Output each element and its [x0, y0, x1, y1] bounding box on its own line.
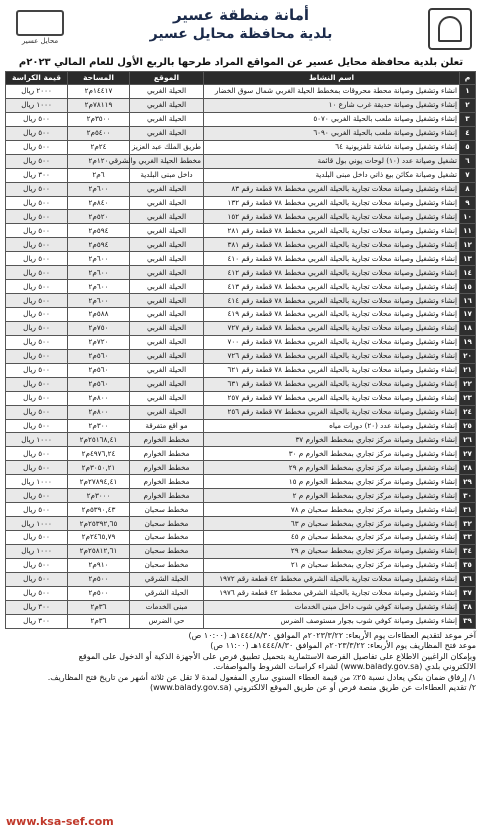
row-number: ٢٣ [460, 391, 476, 405]
row-price: ٣٠٠ ريال [6, 600, 68, 614]
table-row [6, 335, 476, 349]
row-number: ٣ [460, 112, 476, 126]
row-activity: إنشاء وتشغيل وصيانة محلات تجارية بالحيلة الغربي مخطط ٧٨ قطعة رقم ٦٣١ [204, 377, 460, 391]
title-line2: بلدية محافظة محايل عسير [149, 26, 333, 42]
row-number: ١٧ [460, 308, 476, 322]
row-number: ١٨ [460, 321, 476, 335]
row-location: طريق الملك عبد العزيز [130, 140, 204, 154]
row-price: ٥٠٠ ريال [6, 349, 68, 363]
table-row [6, 363, 476, 377]
row-location: داخل مبنى البلدية [130, 168, 204, 182]
row-price: ٥٠٠ ريال [6, 112, 68, 126]
table-row [6, 600, 476, 614]
table-row [6, 140, 476, 154]
row-number: ١١ [460, 224, 476, 238]
row-location: الحيلة الغربي [130, 391, 204, 405]
row-activity: إنشاء وتشغيل وصيانة كوفي شوب بجوار مستوصف الضرس [204, 614, 460, 628]
title-line1: أمانة منطقة عسير [172, 6, 310, 24]
row-location: الحيلة الغربي [130, 182, 204, 196]
row-area: ٨٠٠م٢ [68, 391, 130, 405]
table-row [6, 405, 476, 419]
table-row [6, 349, 476, 363]
table-row [6, 182, 476, 196]
row-area: ٧٨١١٩م٢ [68, 98, 130, 112]
row-area: ٥٣٩٠,٤٣م٢ [68, 503, 130, 517]
row-location: الحيلة الغربي [130, 252, 204, 266]
row-price: ٥٠٠ ريال [6, 294, 68, 308]
row-activity: إنشاء وتشغيل وصيانة محلات تجارية بالحيلة الشرقي مخطط ٤٢ قطعة رقم ١٩٧٦ [204, 586, 460, 600]
row-area: ٧٥٠م٢ [68, 321, 130, 335]
row-price: ٥٠٠ ريال [6, 308, 68, 322]
row-area: ٥٩٤م٢ [68, 238, 130, 252]
row-area: ٥٦٠م٢ [68, 377, 130, 391]
row-location: مخطط الخوارم [130, 489, 204, 503]
row-activity: إنشاء وتشغيل وصيانة محلات تجارية بالحيلة الغربي مخطط ٧٨ قطعة رقم ٤١٢ [204, 266, 460, 280]
row-number: ٢٥ [460, 419, 476, 433]
row-location: مخطط الخوارم [130, 475, 204, 489]
row-activity: إنشاء وتشغيل وصيانة محلات تجارية بالحيلة الغربي مخطط ٧٧ قطعة رقم ٢٥٦ [204, 405, 460, 419]
note-line: ١/ إرفاق ضمان بنكي يعادل نسبة ٢٥٪ من قيمة العطاء السنوي ساري المفعول لمدة لا تقل عن ثلاثة أشهر من تاريخ فتح المظاريف. [47, 672, 476, 682]
row-location: الحيلة الغربي [130, 335, 204, 349]
row-price: ٥٠٠ ريال [6, 572, 68, 586]
logo-text: محايل عسير [21, 37, 59, 45]
row-price: ٣٠٠ ريال [6, 614, 68, 628]
row-price: ٥٠٠ ريال [6, 182, 68, 196]
col-header-price: قيمة الكراسة [6, 72, 68, 85]
row-price: ٥٠٠ ريال [6, 558, 68, 572]
row-number: ٧ [460, 168, 476, 182]
row-location: مو اقع متفرقة [130, 419, 204, 433]
row-price: ٥٠٠ ريال [6, 224, 68, 238]
note-line: وبإمكان الراغبين الاطلاع على تفاصيل الفرصة الاستثمارية بتحميل تطبيق فرص على الأجهزة الذكية أو الدخول على الموقع [78, 651, 476, 661]
row-number: ١ [460, 85, 476, 99]
row-area: ٦٠٠م٢ [68, 182, 130, 196]
note-line: ٢/ تقديم العطاءات عن طريق منصة فرص أو عن طريق الموقع الالكتروني (www.balady.gov.sa) [149, 683, 476, 693]
row-price: ٥٠٠ ريال [6, 489, 68, 503]
row-area: ٦٠٠م٢ [68, 252, 130, 266]
row-activity: تشغيل وصيانة مكائن بيع ذاتي داخل مبنى البلدية [204, 168, 460, 182]
row-activity: إنشاء وتشغيل وصيانة مركز تجاري بمخطط الخوارم م ٢ [204, 489, 460, 503]
notes [6, 631, 476, 694]
table-row [6, 98, 476, 112]
row-price: ٥٠٠ ريال [6, 377, 68, 391]
table-row [6, 489, 476, 503]
table-row [6, 112, 476, 126]
row-number: ٣٣ [460, 531, 476, 545]
row-activity: إنشاء وتشغيل وصيانة محلات تجارية بالحيلة الغربي مخطط ٧٨ قطعة رقم ٧٢٦ [204, 349, 460, 363]
row-number: ١٩ [460, 335, 476, 349]
row-number: ٢٩ [460, 475, 476, 489]
row-location: الحيلة الغربي [130, 349, 204, 363]
row-activity: إنشاء وتشغيل وصيانة مركز تجاري بمخطط الخوارم م ٢٩ [204, 461, 460, 475]
row-location: الحيلة الغربي [130, 308, 204, 322]
row-area: ٥٠٠م٢ [68, 572, 130, 586]
table-row [6, 544, 476, 558]
table-row [6, 447, 476, 461]
row-number: ٢٧ [460, 447, 476, 461]
row-price: ٥٠٠ ريال [6, 405, 68, 419]
footer-watermark: www.ksa-sef.com [6, 815, 114, 828]
row-area: ٥٦٠م٢ [68, 349, 130, 363]
row-activity: إنشاء وتشغيل وصيانة مركز تجاري بمخطط الخوارم ٣٧ [204, 433, 460, 447]
row-area: ٣٠٠م٢ [68, 419, 130, 433]
row-price: ٥٠٠ ريال [6, 321, 68, 335]
table-row [6, 224, 476, 238]
row-location: الحيلة الغربي [130, 196, 204, 210]
row-area: ٥٩٤م٢ [68, 224, 130, 238]
col-header-number: م [460, 72, 476, 85]
row-number: ٣٧ [460, 586, 476, 600]
row-activity: إنشاء وتشغيل وصيانة محلات تجارية بالحيلة الغربي مخطط ٧٨ قطعة رقم ٢٨١ [204, 224, 460, 238]
row-number: ٢٤ [460, 405, 476, 419]
row-price: ٥٠٠ ريال [6, 210, 68, 224]
table-row [6, 196, 476, 210]
header [6, 4, 476, 56]
table-row [6, 461, 476, 475]
row-number: ٣١ [460, 503, 476, 517]
row-activity: إنشاء وتشغيل وصيانة عدد (٢٠) دورات مياه [204, 419, 460, 433]
row-activity: إنشاء وتشغيل وصيانة مركز تجاري بمخطط سحبان م ٤٥ [204, 531, 460, 545]
row-activity: إنشاء وتشغيل وصيانة محلات تجارية بالحيلة الغربي مخطط ٧٨ قطعة رقم ٧٢٧ [204, 321, 460, 335]
row-price: ٥٠٠ ريال [6, 154, 68, 168]
row-location: الحيلة الغربي [130, 280, 204, 294]
note-line: موعد فتح المظاريف يوم الأربعاء: ٢٠٢٣/٣/٢٢م الموافق ١٤٤٤/٨/٣٠هـ (١١:٠٠ ص) [210, 641, 476, 651]
row-location: الحيلة الغربي [130, 238, 204, 252]
table-row [6, 266, 476, 280]
header-titles [6, 4, 476, 44]
row-number: ٨ [460, 182, 476, 196]
table-row [6, 614, 476, 628]
row-location: مخطط الخوارم [130, 433, 204, 447]
table-row [6, 558, 476, 572]
row-price: ٥٠٠ ريال [6, 238, 68, 252]
row-area: ٤٩٧٦,٢٤م٢ [68, 447, 130, 461]
table-row [6, 308, 476, 322]
table-header-row [6, 72, 476, 85]
row-location: الحيلة الغربي [130, 126, 204, 140]
row-location: مخطط سحبان [130, 503, 204, 517]
row-location: حي الضرس [130, 614, 204, 628]
municipality-emblem [428, 8, 472, 50]
row-number: ١٣ [460, 252, 476, 266]
table-row [6, 321, 476, 335]
row-price: ٥٠٠ ريال [6, 126, 68, 140]
table-row [6, 126, 476, 140]
table-row [6, 280, 476, 294]
row-number: ٣٠ [460, 489, 476, 503]
row-area: ٦٠٠م٢ [68, 280, 130, 294]
row-price: ٥٠٠ ريال [6, 419, 68, 433]
col-header-area: المساحة [68, 72, 130, 85]
row-number: ٤ [460, 126, 476, 140]
table-row [6, 419, 476, 433]
row-number: ٥ [460, 140, 476, 154]
row-number: ١٢ [460, 238, 476, 252]
row-location: مخطط سحبان [130, 517, 204, 531]
row-number: ٢٦ [460, 433, 476, 447]
row-location: الحيلة الغربي [130, 210, 204, 224]
row-number: ٩ [460, 196, 476, 210]
row-number: ٢٢ [460, 377, 476, 391]
row-price: ٥٠٠ ريال [6, 335, 68, 349]
row-activity: إنشاء وتشغيل وصيانة محلات تجارية بالحيلة الغربي مخطط ٧٨ قطعة رقم ٣٨١ [204, 238, 460, 252]
table-row [6, 252, 476, 266]
row-price: ٥٠٠ ريال [6, 280, 68, 294]
row-activity: إنشاء وتشغيل وصيانة ملعب بالحيلة الغربي ٥٠٧٠ [204, 112, 460, 126]
row-activity: إنشاء وتشغيل وصيانة مركز تجاري بمخطط سحبان م ٧٨ [204, 503, 460, 517]
row-price: ١٠٠٠ ريال [6, 433, 68, 447]
table-row [6, 85, 476, 99]
row-location: الحيلة الشرقي [130, 572, 204, 586]
table-row [6, 517, 476, 531]
row-price: ٣٠٠ ريال [6, 168, 68, 182]
row-area: ١٤٤١٧م٢ [68, 85, 130, 99]
table-row [6, 433, 476, 447]
mahayel-logo [16, 10, 64, 48]
row-activity: إنشاء وتشغيل وصيانة مركز تجاري بمخطط الخوارم م ٣٠ [204, 447, 460, 461]
row-activity: انشاء وتشغيل وصيانة محطة محروقات بمخطط الحيلة الغربي شمال سوق الخضار [204, 85, 460, 99]
table-row [6, 503, 476, 517]
row-activity: إنشاء وتشغيل وصيانة مركز تجاري بمخطط سحبان م ٦٣ [204, 517, 460, 531]
row-location: الحيلة الشرقي [130, 586, 204, 600]
row-location: الحيلة الغربي [130, 224, 204, 238]
row-location: مخطط سحبان [130, 558, 204, 572]
row-activity: إنشاء وتشغيل وصيانة ملعب بالحيلة الغربي ٦٠٩٠ [204, 126, 460, 140]
row-location: الحيلة الغربي [130, 363, 204, 377]
row-location: الحيلة الغربي [130, 321, 204, 335]
row-area: ٥٠٠م٢ [68, 586, 130, 600]
row-price: ١٠٠٠ ريال [6, 544, 68, 558]
row-activity: إنشاء وتشغيل وصيانة محلات تجارية بالحيلة الغربي مخطط ٧٨ قطعة رقم ٤١٤ [204, 294, 460, 308]
row-area: ٣٦م٢ [68, 614, 130, 628]
row-price: ٥٠٠ ريال [6, 140, 68, 154]
row-number: ٣٩ [460, 614, 476, 628]
row-location: الحيلة الغربي [130, 266, 204, 280]
row-location: الحيلة الغربي [130, 85, 204, 99]
row-location: مخطط سحبان [130, 531, 204, 545]
row-price: ٥٠٠ ريال [6, 266, 68, 280]
row-area: ٥٢٠م٢ [68, 210, 130, 224]
col-header-location: الموقع [130, 72, 204, 85]
table-row [6, 154, 476, 168]
row-activity: تشغيل وصيانة عدد (١٠) لوحات يوني بول قائمة [204, 154, 460, 168]
row-activity: إنشاء وتشغيل وصيانة محلات تجارية بالحيلة الغربي مخطط ٧٨ قطعة رقم ٧٠٠ [204, 335, 460, 349]
row-activity: إنشاء وتشغيل وصيانة محلات تجارية بالحيلة الغربي مخطط ٧٨ قطعة رقم ١٣٢ [204, 196, 460, 210]
row-area: ٢٥٨١٢,٦١م٢ [68, 544, 130, 558]
row-number: ٦ [460, 154, 476, 168]
table-row [6, 475, 476, 489]
note-line: الالكتروني بلدي (www.balady.gov.sa) لشراء كراسات الشروط والمواصفات. [213, 662, 476, 672]
row-activity: إنشاء وتشغيل وصيانة محلات تجارية بالحيلة الغربي مخطط ٧٨ قطعة رقم ١٥٢ [204, 210, 460, 224]
row-activity: إنشاء وتشغيل وصيانة محلات تجارية بالحيلة الغربي مخطط ٧٨ قطعة رقم ٤١٩ [204, 308, 460, 322]
row-location: مخطط الحيلة الغربي والشرقي [130, 154, 204, 168]
row-area: ٥٨٨م٢ [68, 308, 130, 322]
table-row [6, 238, 476, 252]
row-location: الحيلة الغربي [130, 98, 204, 112]
row-area: ٣٥٠٠م٢ [68, 112, 130, 126]
row-activity: إنشاء وتشغيل وصيانة محلات تجارية بالحيلة الغربي مخطط ٧٨ قطعة رقم ٨٣ [204, 182, 460, 196]
row-activity: إنشاء وتشغيل وصيانة محلات تجارية بالحيلة الغربي مخطط ٧٨ قطعة رقم ٦٢١ [204, 363, 460, 377]
row-area: ٣٠٠٠م٢ [68, 489, 130, 503]
row-area: ٩١٠م٢ [68, 558, 130, 572]
row-area: ٦٠٠م٢ [68, 294, 130, 308]
row-location: مخطط الخوارم [130, 461, 204, 475]
row-number: ٢ [460, 98, 476, 112]
table-row [6, 168, 476, 182]
row-area: ٦م٢ [68, 168, 130, 182]
row-activity: إنشاء وتشغيل وصيانة كوفي شوب داخل مبنى الخدمات [204, 600, 460, 614]
row-area: ٣٠٥٠,٢١م٢ [68, 461, 130, 475]
row-price: ١٠٠٠ ريال [6, 475, 68, 489]
row-number: ٣٢ [460, 517, 476, 531]
table-row [6, 294, 476, 308]
row-number: ١٠ [460, 210, 476, 224]
row-activity: إنشاء وتشغيل وصيانة محلات تجارية بالحيلة الغربي مخطط ٧٨ قطعة رقم ٤١٣ [204, 280, 460, 294]
row-area: ٢٥١٦٨,٤١م٢ [68, 433, 130, 447]
announcement-headline: تعلن بلدية محافظة محايل عسير عن المواقع المراد طرحها بالربع الأول للعام المالي ٢٠٢٣م [18, 57, 464, 68]
row-number: ٣٤ [460, 544, 476, 558]
row-area: ٨٤٠م٢ [68, 196, 130, 210]
row-activity: إنشاء وتشغيل وصيانة حديقة غرب شارع ١٠ [204, 98, 460, 112]
col-header-activity: اسم النشاط [204, 72, 460, 85]
row-area: ١٢٠م٢ [68, 154, 130, 168]
row-price: ١٠٠٠ ريال [6, 517, 68, 531]
row-price: ٥٠٠ ريال [6, 196, 68, 210]
row-area: ٧٢٠م٢ [68, 335, 130, 349]
table-row [6, 586, 476, 600]
table-row [6, 531, 476, 545]
row-number: ١٥ [460, 280, 476, 294]
row-location: الحيلة الغربي [130, 112, 204, 126]
sites-table [5, 71, 476, 629]
row-price: ٥٠٠ ريال [6, 531, 68, 545]
row-location: مخطط سحبان [130, 544, 204, 558]
table-row [6, 210, 476, 224]
row-activity: إنشاء وتشغيل وصيانة مركز تجاري بمخطط سحبان م ٢١ [204, 558, 460, 572]
row-price: ٥٠٠ ريال [6, 447, 68, 461]
row-price: ٥٠٠ ريال [6, 461, 68, 475]
row-number: ١٦ [460, 294, 476, 308]
row-price: ٥٠٠ ريال [6, 363, 68, 377]
row-area: ٣٦م٢ [68, 600, 130, 614]
row-number: ٣٨ [460, 600, 476, 614]
row-number: ٣٦ [460, 572, 476, 586]
row-area: ٦٠٠م٢ [68, 266, 130, 280]
row-number: ٢٨ [460, 461, 476, 475]
note-line: آخر موعد لتقديم العطاءات يوم الأربعاء: ٢٠٢٣/٣/٢٢م الموافق ١٤٤٤/٨/٣٠هـ (١٠:٠٠ ص) [188, 630, 476, 640]
row-location: الحيلة الغربي [130, 405, 204, 419]
row-number: ١٤ [460, 266, 476, 280]
row-activity: إنشاء وتشغيل وصيانة شاشة تلفزيونية ٦٤ [204, 140, 460, 154]
row-area: ٢٤٦٥,٧٩م٢ [68, 531, 130, 545]
row-price: ٥٠٠ ريال [6, 503, 68, 517]
row-activity: إنشاء وتشغيل وصيانة مركز تجاري بمخطط الخوارم م ١٥ [204, 475, 460, 489]
row-price: ٥٠٠ ريال [6, 391, 68, 405]
row-activity: إنشاء وتشغيل وصيانة محلات تجارية بالحيلة الغربي مخطط ٧٨ قطعة رقم ٤١٠ [204, 252, 460, 266]
row-area: ٥٤٠٠م٢ [68, 126, 130, 140]
table-row [6, 572, 476, 586]
row-area: ٢٤م٢ [68, 140, 130, 154]
row-price: ٥٠٠ ريال [6, 252, 68, 266]
row-location: الحيلة الغربي [130, 294, 204, 308]
row-number: ٢٠ [460, 349, 476, 363]
row-location: مبنى الخدمات [130, 600, 204, 614]
row-activity: إنشاء وتشغيل وصيانة مركز تجاري بمخطط سحبان م ٢٩ [204, 544, 460, 558]
row-activity: إنشاء وتشغيل وصيانة محلات تجارية بالحيلة الشرقي مخطط ٤٢ قطعة رقم ١٩٧٢ [204, 572, 460, 586]
row-price: ١٠٠٠ ريال [6, 98, 68, 112]
row-number: ٢١ [460, 363, 476, 377]
row-location: الحيلة الغربي [130, 377, 204, 391]
row-area: ٨٠٠م٢ [68, 405, 130, 419]
row-area: ٥٦٠م٢ [68, 363, 130, 377]
row-number: ٣٥ [460, 558, 476, 572]
row-area: ٢٥٣٩٢,٦٥م٢ [68, 517, 130, 531]
table-row [6, 377, 476, 391]
row-area: ٢٧٨٩٤,٤١م٢ [68, 475, 130, 489]
row-price: ٢٠٠٠ ريال [6, 85, 68, 99]
row-price: ٥٠٠ ريال [6, 586, 68, 600]
row-location: مخطط الخوارم [130, 447, 204, 461]
row-activity: إنشاء وتشغيل وصيانة محلات تجارية بالحيلة الغربي مخطط ٧٧ قطعة رقم ٢٥٧ [204, 391, 460, 405]
table-row [6, 391, 476, 405]
